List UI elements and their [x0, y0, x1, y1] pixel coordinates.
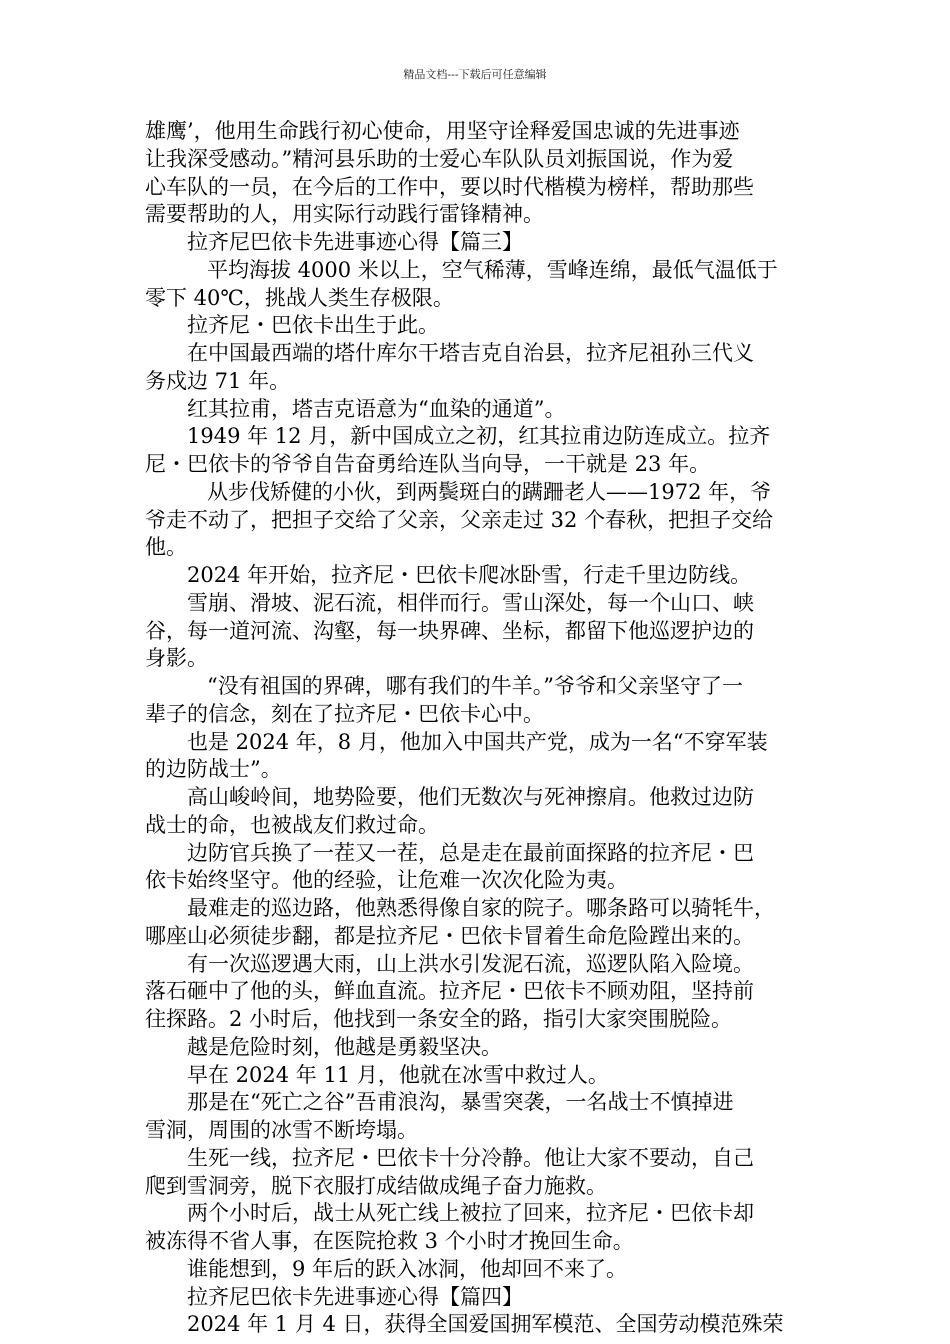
text-line: 雪洞，周围的冰雪不断垮塌。 — [145, 1118, 418, 1142]
text-line: 1949 年 12 月，新中国成立之初，红其拉甫边防连成立。拉齐 — [187, 424, 771, 449]
text-line: 被冻得不省人事，在医院抢救 3 个小时才挽回生命。 — [145, 1229, 634, 1253]
text-line: 需要帮助的人，用实际行动践行雷锋精神。 — [145, 202, 544, 227]
text-line: 零下 40℃，挑战人类生存极限。 — [145, 285, 454, 310]
text-line: 早在 2024 年 11 月，他就在冰雪中救过人。 — [187, 1062, 609, 1087]
text-line: 让我深受感动。”精河县乐助的士爱心车队队员刘振国说，作为爱 — [145, 146, 734, 171]
text-line: 他。 — [145, 535, 187, 560]
text-line: 在中国最西端的塔什库尔干塔吉克自治县，拉齐尼祖孙三代义 — [187, 341, 754, 365]
text-line: 往探路。2 小时后，他找到一条安全的路，指引大家突围脱险。 — [145, 1007, 733, 1031]
text-line: 边防官兵换了一茬又一茬，总是走在最前面探路的拉齐尼・巴 — [187, 840, 754, 865]
text-line: 辈子的信念，刻在了拉齐尼・巴依卡心中。 — [145, 701, 544, 726]
text-line: 生死一线，拉齐尼・巴依卡十分冷静。他让大家不要动，自己 — [187, 1145, 754, 1170]
text-line: 2024 年开始，拉齐尼・巴依卡爬冰卧雪，行走千里边防线。 — [187, 563, 752, 587]
text-line: 雪崩、滑坡、泥石流，相伴而行。雪山深处，每一个山口、峡 — [187, 590, 754, 615]
text-line: 爬到雪洞旁，脱下衣服打成结做成绳子奋力施救。 — [145, 1173, 607, 1198]
text-line: 那是在“死亡之谷”吾甫浪沟，暴雪突袭，一名战士不慎掉进 — [187, 1090, 734, 1115]
text-line: 落石砸中了他的头，鲜血直流。拉齐尼・巴依卡不顾劝阻，坚持前 — [145, 979, 754, 1004]
text-line: 雄鹰’，他用生命践行初心使命，用坚守诠释爱国忠诚的先进事迹 — [145, 119, 740, 143]
text-line: 平均海拔 4000 米以上，空气稀薄，雪峰连绵，最低气温低于 — [207, 257, 778, 282]
document-body — [145, 118, 807, 1339]
text-line: 越是危险时刻，他越是勇毅坚决。 — [187, 1034, 502, 1059]
text-line: 也是 2024 年，8 月，他加入中国共产党，成为一名“不穿军装 — [187, 729, 768, 754]
text-line: 高山峻岭间，地势险要，他们无数次与死神擦肩。他救过边防 — [187, 785, 754, 809]
text-line: 从步伐矫健的小伙，到两鬓斑白的蹒跚老人——1972 年，爷 — [207, 479, 772, 504]
text-line: 红其拉甫，塔吉克语意为“血染的通道”。 — [187, 396, 566, 421]
text-line: 两个小时后，战士从死亡线上被拉了回来，拉齐尼・巴依卡却 — [187, 1201, 754, 1226]
text-line: 哪座山必须徒步翻，都是拉齐尼・巴依卡冒着生命危险蹚出来的。 — [145, 923, 754, 948]
text-line: 依卡始终坚守。他的经验，让危难一次次化险为夷。 — [145, 868, 628, 893]
text-line: 拉齐尼巴依卡先进事迹心得【篇三】 — [187, 230, 523, 254]
text-line: 心车队的一员，在今后的工作中，要以时代楷模为榜样，帮助那些 — [145, 174, 754, 199]
text-line: 谁能想到，9 年后的跃入冰洞，他却回不来了。 — [187, 1256, 628, 1281]
text-line: 2024 年 1 月 4 日，获得全国爱国拥军模范、全国劳动模范殊荣 — [187, 1312, 784, 1337]
page-header: 精品文档---下载后可任意编辑 — [403, 68, 547, 81]
text-line: 战士的命，也被战友们救过命。 — [145, 812, 439, 837]
text-line: 谷，每一道河流、沟壑，每一块界碑、坐标，都留下他巡逻护边的 — [145, 618, 754, 643]
text-line: 有一次巡逻遇大雨，山上洪水引发泥石流，巡逻队陷入险境。 — [187, 951, 754, 976]
text-line: 拉齐尼・巴依卡出生于此。 — [187, 313, 439, 338]
text-line: 务戍边 71 年。 — [145, 368, 291, 393]
text-line: 身影。 — [145, 646, 208, 671]
text-line: 尼・巴依卡的爷爷自告奋勇给连队当向导，一干就是 23 年。 — [145, 452, 711, 476]
text-line: 最难走的巡边路，他熟悉得像自家的院子。哪条路可以骑牦牛， — [187, 896, 775, 920]
text-line: “没有祖国的界碑，哪有我们的牛羊。”爷爷和父亲坚守了一 — [207, 674, 743, 698]
text-line: 拉齐尼巴依卡先进事迹心得【篇四】 — [187, 1284, 523, 1309]
text-line: 爷走不动了，把担子交给了父亲，父亲走过 32 个春秋，把担子交给 — [145, 507, 774, 532]
text-line: 的边防战士”。 — [145, 757, 282, 782]
